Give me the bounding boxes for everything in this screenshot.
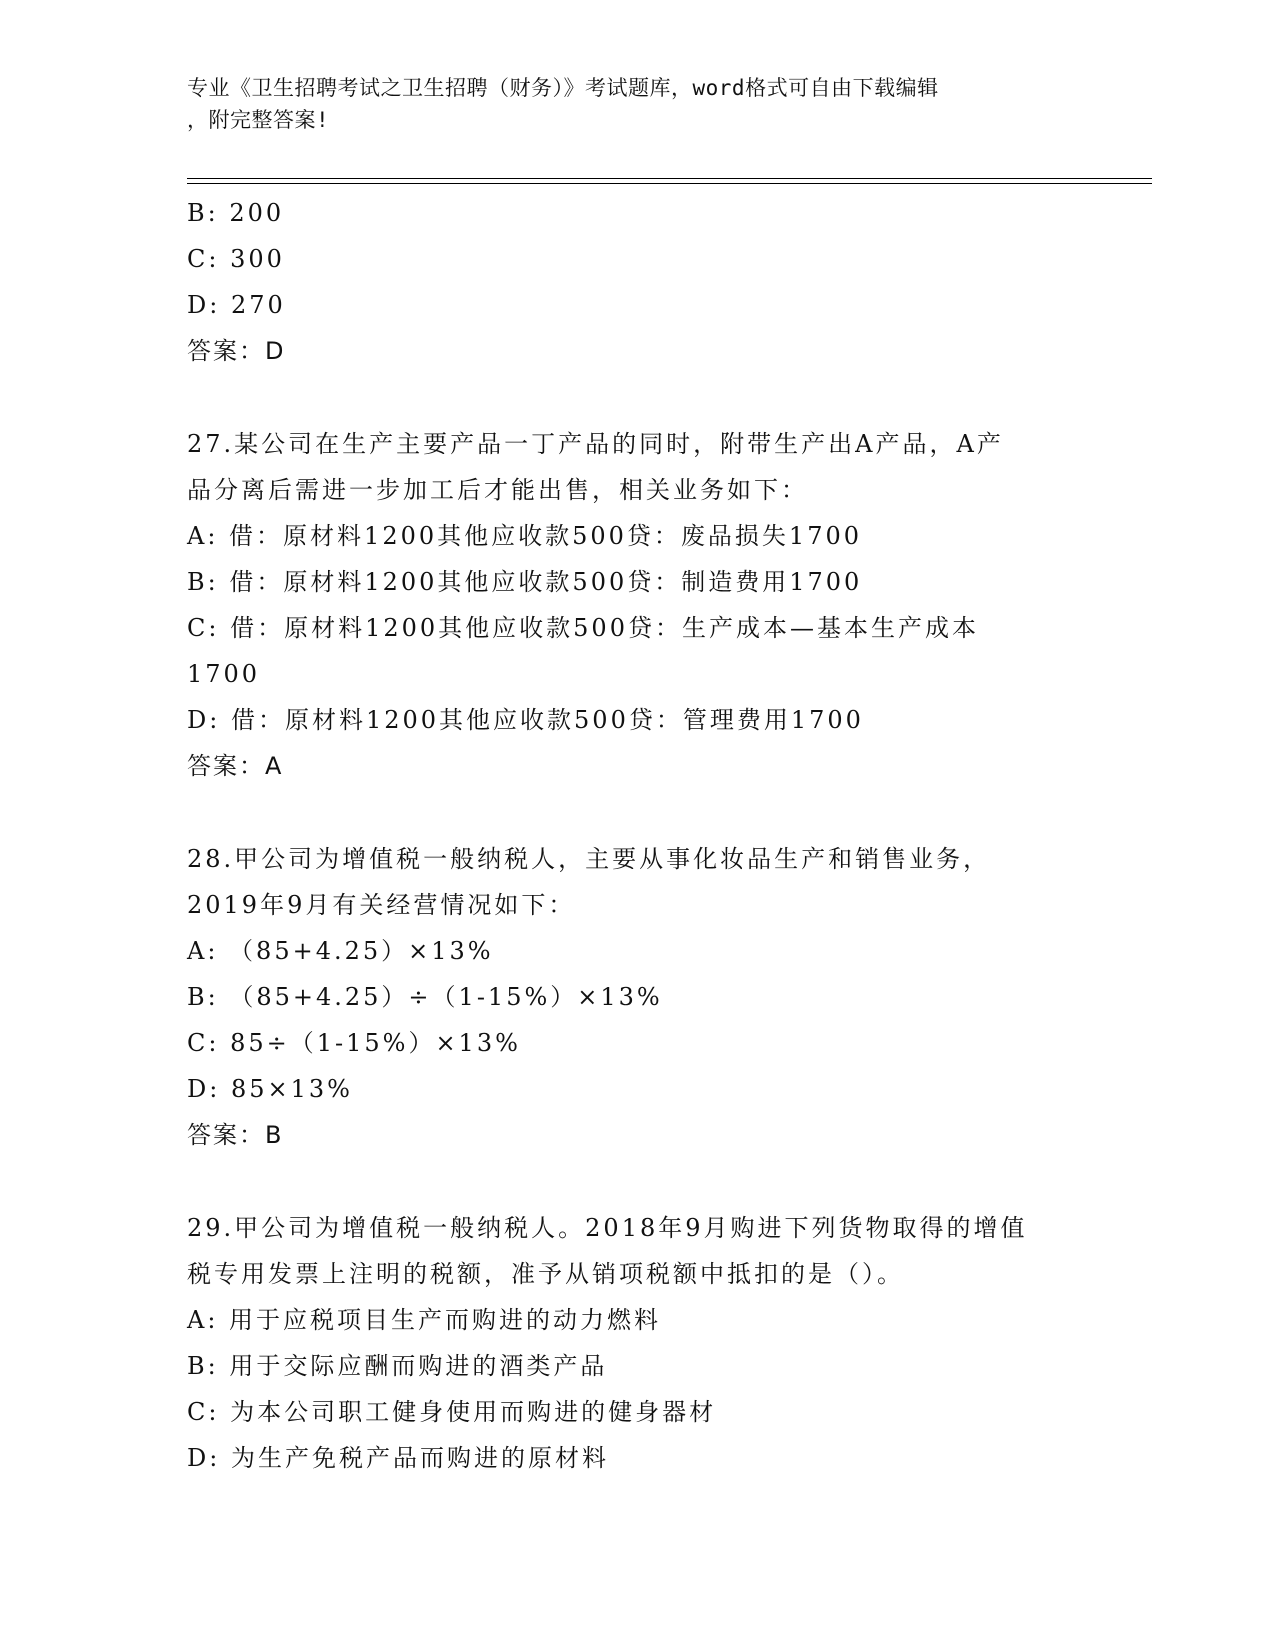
header-divider-top	[187, 178, 1152, 179]
option-c: C: 85÷（1-15%）×13%	[187, 1029, 521, 1057]
question-text-line-2: 2019年9月有关经营情况如下：	[187, 891, 576, 919]
question-text-line-1: 27.某公司在生产主要产品一丁产品的同时，附带生产出A产品，A产	[187, 430, 1004, 458]
question-29	[187, 1205, 1087, 1481]
document-header	[187, 72, 1087, 136]
header-divider-bottom	[187, 183, 1152, 184]
option-d: D: 借：原材料1200其他应收款500贷：管理费用1700	[187, 706, 864, 734]
option-d: D: 为生产免税产品而购进的原材料	[187, 1444, 609, 1472]
option-b: B: 200	[187, 199, 285, 227]
option-a: A: 用于应税项目生产而购进的动力燃料	[187, 1306, 662, 1334]
option-d: D: 270	[187, 291, 286, 319]
option-b: B: 借：原材料1200其他应收款500贷：制造费用1700	[187, 568, 863, 596]
option-c: C: 借：原材料1200其他应收款500贷：生产成本—基本生产成本	[187, 614, 979, 642]
question-26-continued	[187, 190, 1087, 374]
answer: 答案：A	[187, 752, 284, 780]
question-list	[187, 190, 1087, 1481]
header-line-2: ，附完整答案!	[187, 108, 330, 132]
option-c: C: 300	[187, 245, 285, 273]
option-b: B: 用于交际应酬而购进的酒类产品	[187, 1352, 608, 1380]
option-b: B: （85+4.25）÷（1-15%）×13%	[187, 983, 663, 1011]
question-text-line-2: 品分离后需进一步加工后才能出售，相关业务如下：	[187, 476, 808, 504]
answer: 答案：B	[187, 1121, 284, 1149]
option-d: D: 85×13%	[187, 1075, 353, 1103]
question-text-line-1: 28.甲公司为增值税一般纳税人，主要从事化妆品生产和销售业务，	[187, 845, 991, 873]
question-27	[187, 421, 1087, 789]
question-28	[187, 836, 1087, 1158]
option-a: A: （85+4.25）×13%	[187, 937, 494, 965]
header-line-1: 专业《卫生招聘考试之卫生招聘（财务）》考试题库，word格式可自由下载编辑	[187, 76, 939, 100]
question-text-line-1: 29.甲公司为增值税一般纳税人。2018年9月购进下列货物取得的增值	[187, 1214, 1028, 1242]
option-c-continued: 1700	[187, 660, 261, 688]
option-a: A: 借：原材料1200其他应收款500贷：废品损失1700	[187, 522, 863, 550]
answer: 答案：D	[187, 337, 286, 365]
question-text-line-2: 税专用发票上注明的税额，准予从销项税额中抵扣的是（）。	[187, 1260, 904, 1288]
option-c: C: 为本公司职工健身使用而购进的健身器材	[187, 1398, 717, 1426]
